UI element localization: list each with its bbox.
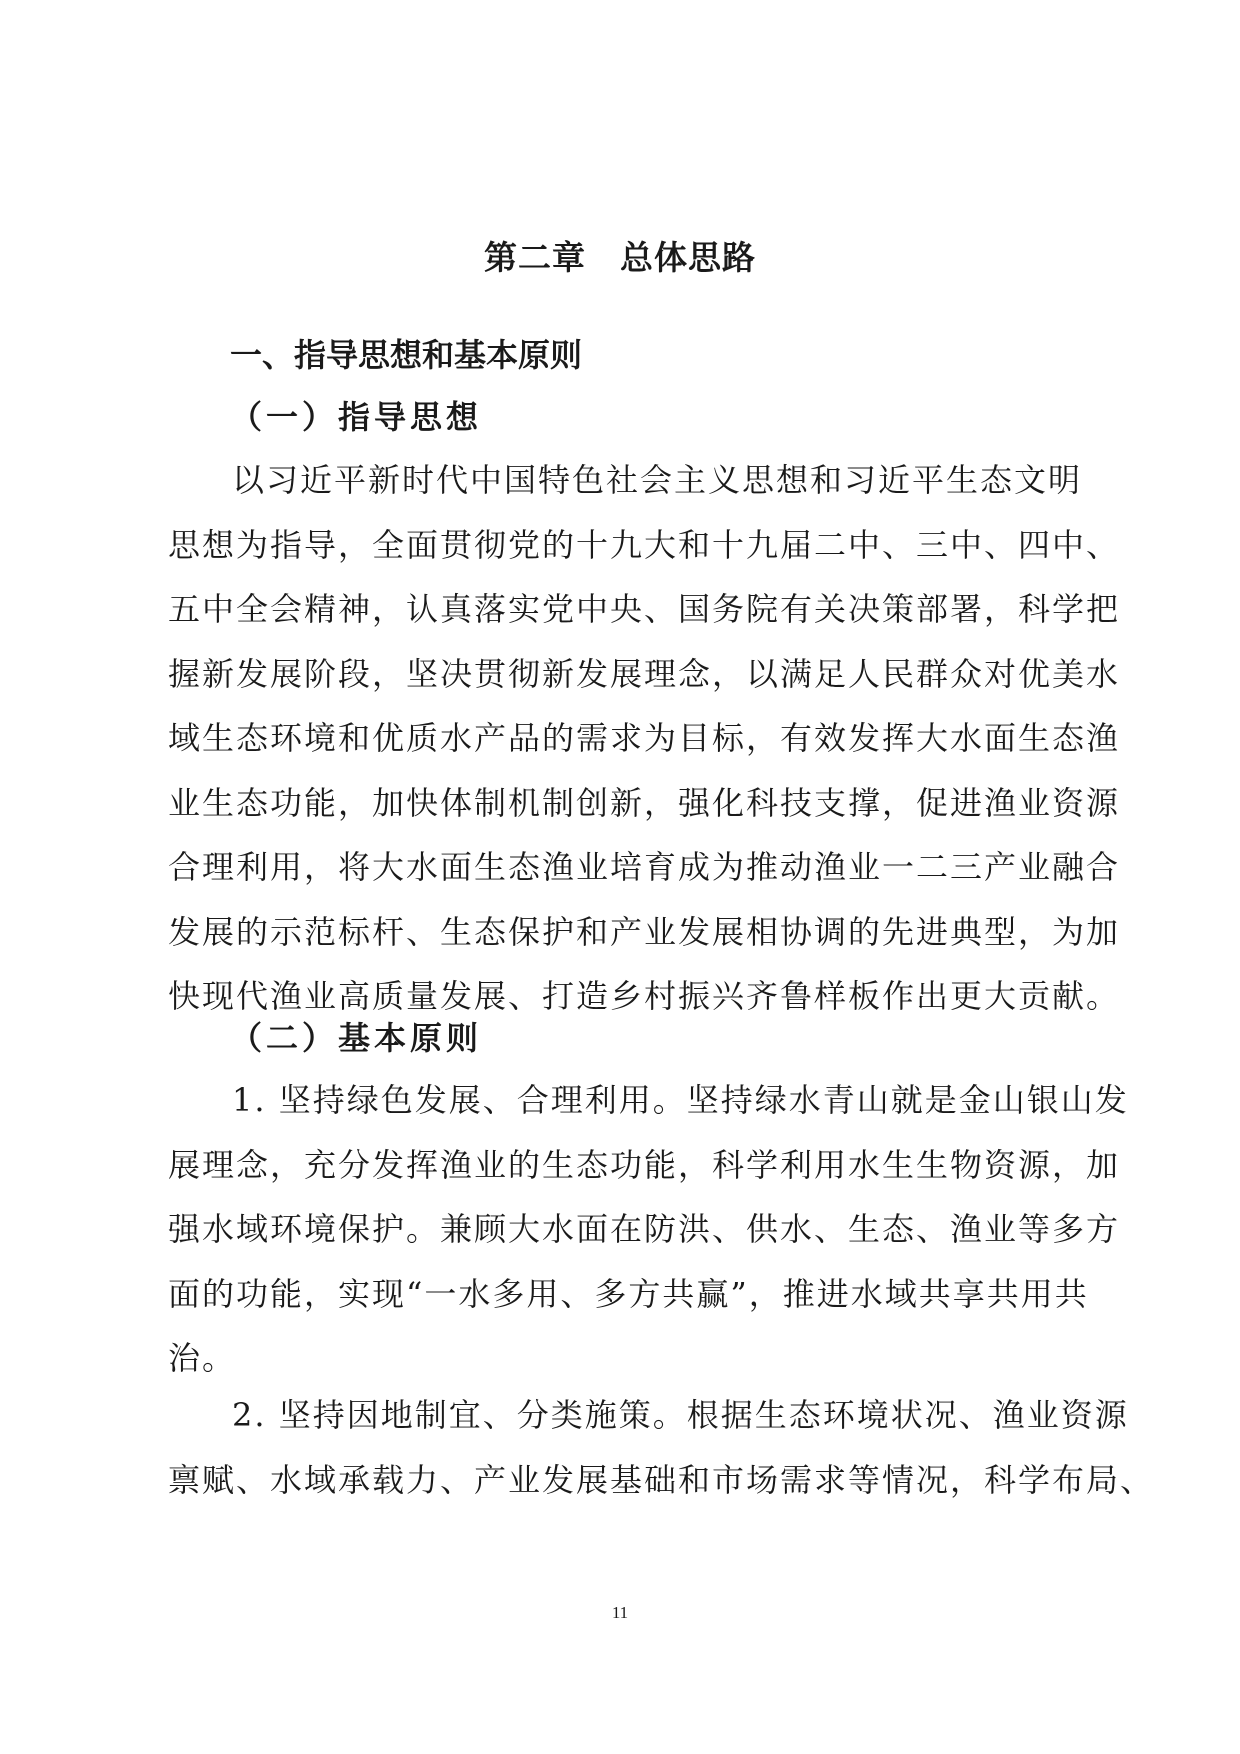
text-line: 握新发展阶段，坚决贯彻新发展理念，以满足人民群众对优美水 xyxy=(168,654,1121,693)
text-line: 域生态环境和优质水产品的需求为目标，有效发挥大水面生态渔 xyxy=(168,719,1121,757)
text-line: 展理念，充分发挥渔业的生态功能，科学利用水生生物资源，加 xyxy=(168,1145,1121,1184)
text-line: 禀赋、水域承载力、产业发展基础和市场需求等情况，科学布局、 xyxy=(168,1460,1155,1499)
text-line: 以习近平新时代中国特色社会主义思想和习近平生态文明 xyxy=(232,461,1083,499)
text-line: 2. 坚持因地制宜、分类施策。根据生态环境状况、渔业资源 xyxy=(232,1396,1129,1434)
paragraph-principle-2 xyxy=(168,1383,1155,1512)
text-line: 业生态功能，加快体制机制创新，强化科技支撑，促进渔业资源 xyxy=(168,783,1121,822)
text-line: 面的功能，实现“一水多用、多方共赢”，推进水域共享共用共 xyxy=(168,1274,1089,1313)
subsection-heading-basic-principles: （二）基本原则 xyxy=(230,1019,483,1057)
text-line: 思想为指导，全面贯彻党的十九大和十九届二中、三中、四中、 xyxy=(168,525,1121,564)
paragraph-principle-1 xyxy=(168,1068,1129,1391)
subsection-heading-guiding-ideology: （一）指导思想 xyxy=(230,398,483,436)
text-line: 发展的示范标杆、生态保护和产业发展相协调的先进典型，为加 xyxy=(168,912,1121,951)
text-line: 合理利用，将大水面生态渔业培育成为推动渔业一二三产业融合 xyxy=(168,848,1121,886)
text-line: 五中全会精神，认真落实党中央、国务院有关决策部署，科学把 xyxy=(168,590,1121,628)
text-line: 快现代渔业高质量发展、打造乡村振兴齐鲁样板作出更大贡献。 xyxy=(168,977,1121,1015)
paragraph-guiding-ideology xyxy=(168,448,1121,1029)
page-number: 11 xyxy=(611,1603,629,1622)
chapter-title: 第二章 总体思路 xyxy=(484,238,756,277)
section-heading: 一、指导思想和基本原则 xyxy=(230,336,583,374)
text-line: 治。 xyxy=(168,1339,237,1377)
text-line: 1. 坚持绿色发展、合理利用。坚持绿水青山就是金山银山发 xyxy=(232,1081,1129,1119)
text-line: 强水域环境保护。兼顾大水面在防洪、供水、生态、渔业等多方 xyxy=(168,1210,1121,1248)
